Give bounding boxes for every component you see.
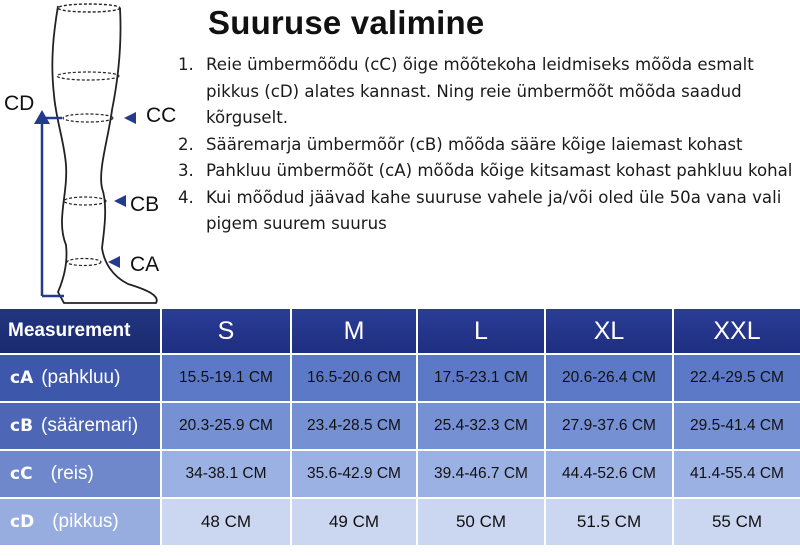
column-header-xl: XL bbox=[544, 309, 672, 353]
leg-measurement-diagram bbox=[0, 0, 200, 305]
label-cc: CC bbox=[146, 104, 177, 127]
row-code: cC bbox=[10, 464, 33, 484]
table-cell: 41.4-55.4 CM bbox=[672, 449, 800, 497]
instruction-text: Pahkluu ümbermõõt (cA) mõõda kõige kitsamast kohast pahkluu kohal bbox=[206, 161, 793, 180]
label-cb: CB bbox=[130, 193, 160, 216]
table-cell: 29.5-41.4 CM bbox=[672, 401, 800, 449]
table-cell: 17.5-23.1 CM bbox=[416, 353, 544, 401]
column-header-l: L bbox=[416, 309, 544, 353]
column-header-s: S bbox=[160, 309, 290, 353]
size-chart-table bbox=[0, 309, 800, 545]
instruction-number: 4. bbox=[178, 187, 194, 207]
instruction-item bbox=[178, 185, 793, 238]
row-code: cB bbox=[10, 416, 34, 436]
table-cell: 20.6-26.4 CM bbox=[544, 353, 672, 401]
row-name: (sääremari) bbox=[41, 415, 139, 436]
column-header-m: M bbox=[290, 309, 416, 353]
table-cell: 34-38.1 CM bbox=[160, 449, 290, 497]
table-cell: 35.6-42.9 CM bbox=[290, 449, 416, 497]
instruction-item bbox=[178, 132, 793, 159]
ca-pointer-icon bbox=[108, 256, 120, 268]
row-name: (pikkus) bbox=[52, 511, 119, 532]
instruction-list bbox=[178, 52, 793, 238]
table-row-cd bbox=[0, 497, 800, 545]
table-row-cc bbox=[0, 449, 800, 497]
table-cell: 51.5 CM bbox=[544, 497, 672, 545]
row-label bbox=[0, 497, 160, 545]
table-cell: 23.4-28.5 CM bbox=[290, 401, 416, 449]
table-cell: 55 CM bbox=[672, 497, 800, 545]
column-header-xxl: XXL bbox=[672, 309, 800, 353]
table-cell: 48 CM bbox=[160, 497, 290, 545]
label-cd: CD bbox=[4, 92, 35, 115]
row-name: (reis) bbox=[50, 463, 94, 484]
instruction-item bbox=[178, 158, 793, 185]
table-row-ca bbox=[0, 353, 800, 401]
table-cell: 49 CM bbox=[290, 497, 416, 545]
row-code: cD bbox=[10, 512, 35, 532]
cb-pointer-icon bbox=[114, 195, 126, 207]
label-ca: CA bbox=[130, 253, 160, 276]
column-header-measurement: Measurement bbox=[0, 309, 160, 353]
table-cell: 39.4-46.7 CM bbox=[416, 449, 544, 497]
instruction-text: Kui mõõdud jäävad kahe suuruse vahele ja/või oled üle 50a vana vali pigem suurem suurus bbox=[206, 187, 782, 233]
table-cell: 27.9-37.6 CM bbox=[544, 401, 672, 449]
row-label bbox=[0, 449, 160, 497]
table-cell: 15.5-19.1 CM bbox=[160, 353, 290, 401]
instruction-number: 3. bbox=[178, 161, 194, 180]
table-cell: 16.5-20.6 CM bbox=[290, 353, 416, 401]
table-row-cb bbox=[0, 401, 800, 449]
table-cell: 25.4-32.3 CM bbox=[416, 401, 544, 449]
cc-pointer-icon bbox=[124, 112, 136, 124]
row-label bbox=[0, 353, 160, 401]
page-title: Suuruse valimine bbox=[208, 4, 485, 41]
instruction-text: Reie ümbermõõdu (cC) õige mõõtekoha leidmiseks mõõda esmalt pikkus (cD) alates kannast. Ning reie ümbermõõt mõõda saadud kõrguselt. bbox=[206, 55, 754, 127]
instruction-text: Sääremarja ümbermõõr (cB) mõõda sääre kõige laiemast kohast bbox=[206, 134, 743, 154]
table-cell: 44.4-52.6 CM bbox=[544, 449, 672, 497]
table-cell: 22.4-29.5 CM bbox=[672, 353, 800, 401]
instruction-item bbox=[178, 52, 793, 132]
table-cell: 20.3-25.9 CM bbox=[160, 401, 290, 449]
row-name: (pahkluu) bbox=[41, 367, 121, 388]
table-cell: 50 CM bbox=[416, 497, 544, 545]
instruction-number: 2. bbox=[178, 134, 194, 154]
row-code: cA bbox=[10, 368, 34, 388]
instruction-number: 1. bbox=[178, 55, 194, 74]
row-label bbox=[0, 401, 160, 449]
table-header-row bbox=[0, 309, 800, 353]
